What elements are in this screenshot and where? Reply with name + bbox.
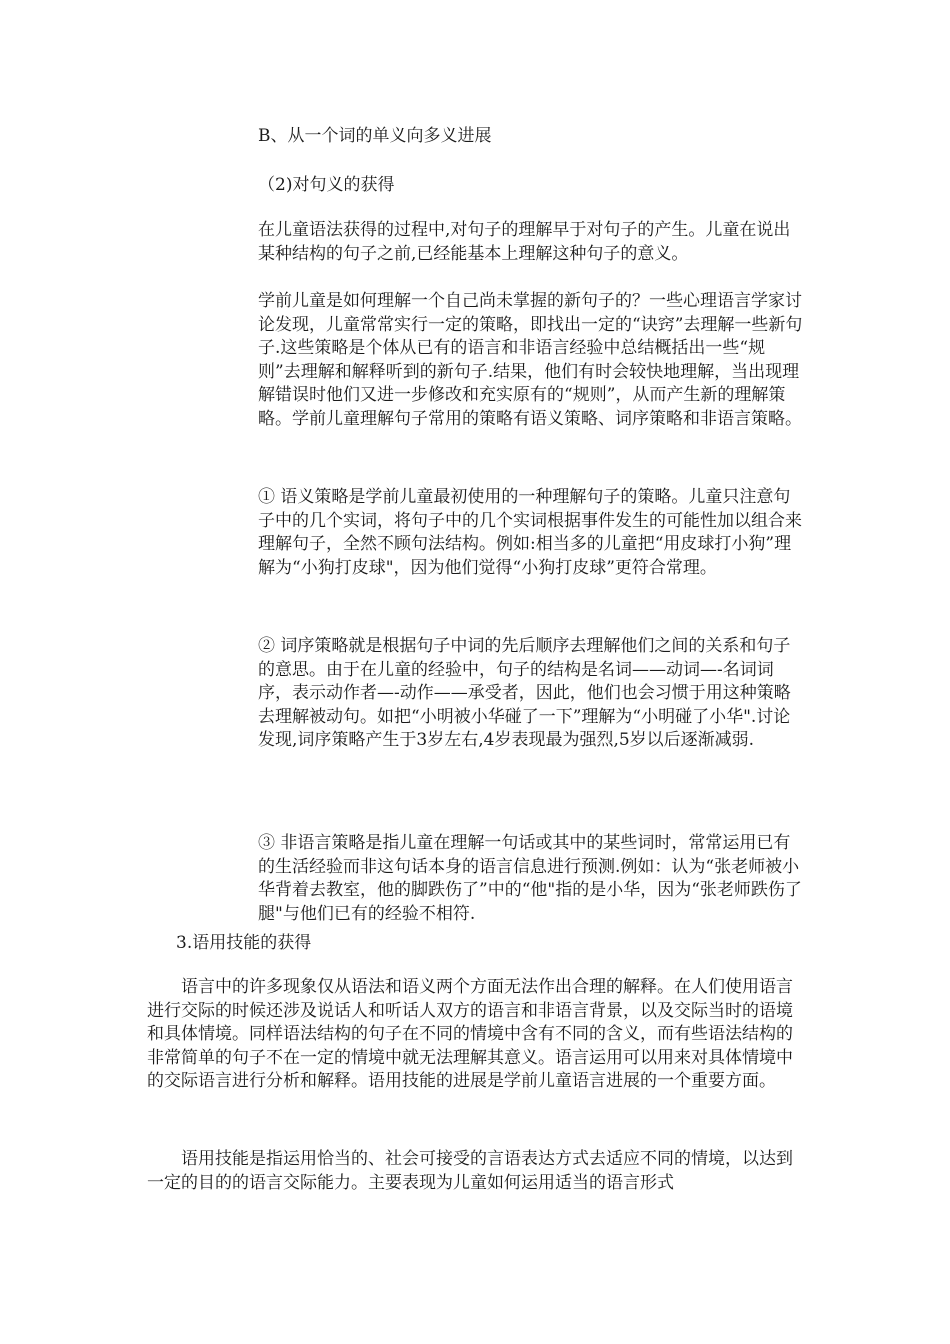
heading-b: B、从一个词的单义向多义进展 xyxy=(258,126,492,146)
paragraph-pragmatic-definition: 语用技能是指运用恰当的、社会可接受的言语表达方式去适应不同的情境，以达到一定的目的的语言交际能力。主要表现为儿童如何运用适当的语言形式 xyxy=(147,1149,793,1193)
paragraph-word-order-strategy: ② 词序策略就是根据句子中词的先后顺序去理解他们之间的关系和句子的意思。由于在儿童的经验中，句子的结构是名词——动词—-名词词序，表示动作者—-动作——承受者，因此，他们也会习惯于用这种策略去理解被动句。如把“小明被小华碰了一下”理解为“小明碰了小华".讨论发现,词序策略产生于3岁左右,4岁表现最为强烈,5岁以后逐渐减弱. xyxy=(258,636,791,750)
paragraph-comprehension-strategies: 学前儿童是如何理解一个自己尚未掌握的新句子的？一些心理语言学家讨论发现，儿童常常实行一定的策略，即找出一定的“诀窍”去理解一些新句子.这些策略是个体从已有的语言和非语言经验中总结概括出一些“规则”去理解和解释听到的新句子.结果，他们有时会较快地理解，当出现理解错误时他们又进一步修改和充实原有的“规则”，从而产生新的理解策略。学前儿童理解句子常用的策略有语义策略、词序策略和非语言策略。 xyxy=(258,291,803,429)
heading-pragmatic-skills: 3.语用技能的获得 xyxy=(176,933,312,953)
heading-sentence-meaning: （2)对句义的获得 xyxy=(258,175,395,195)
paragraph-pragmatics-intro: 语言中的许多现象仅从语法和语义两个方面无法作出合理的解释。在人们使用语言进行交际的时候还涉及说话人和听话人双方的语言和非语言背景，以及交际当时的语境和具体情境。同样语法结构的句子在不同的情境中含有不同的含义，而有些语法结构的非常简单的句子不在一定的情境中就无法理解其意义。语言运用可以用来对具体情境中的交际语言进行分析和解释。语用技能的进展是学前儿童语言进展的一个重要方面。 xyxy=(147,977,793,1091)
paragraph-nonverbal-strategy: ③ 非语言策略是指儿童在理解一句话或其中的某些词时，常常运用已有的生活经验而非这句话本身的语言信息进行预测.例如：认为“张老师被小华背着去教室，他的脚跌伤了”中的“他"指的是小华，因为“张老师跌伤了腿"与他们已有的经验不相符. xyxy=(258,833,802,924)
paragraph-semantic-strategy: ① 语义策略是学前儿童最初使用的一种理解句子的策略。儿童只注意句子中的几个实词，将句子中的几个实词根据事件发生的可能性加以组合来理解句子，全然不顾句法结构。例如:相当多的儿童把“用皮球打小狗”理解为“小狗打皮球"，因为他们觉得“小狗打皮球”更符合常理。 xyxy=(258,487,802,578)
paragraph-grammar-acquisition: 在儿童语法获得的过程中,对句子的理解早于对句子的产生。儿童在说出某种结构的句子之前,已经能基本上理解这种句子的意义。 xyxy=(258,220,791,264)
